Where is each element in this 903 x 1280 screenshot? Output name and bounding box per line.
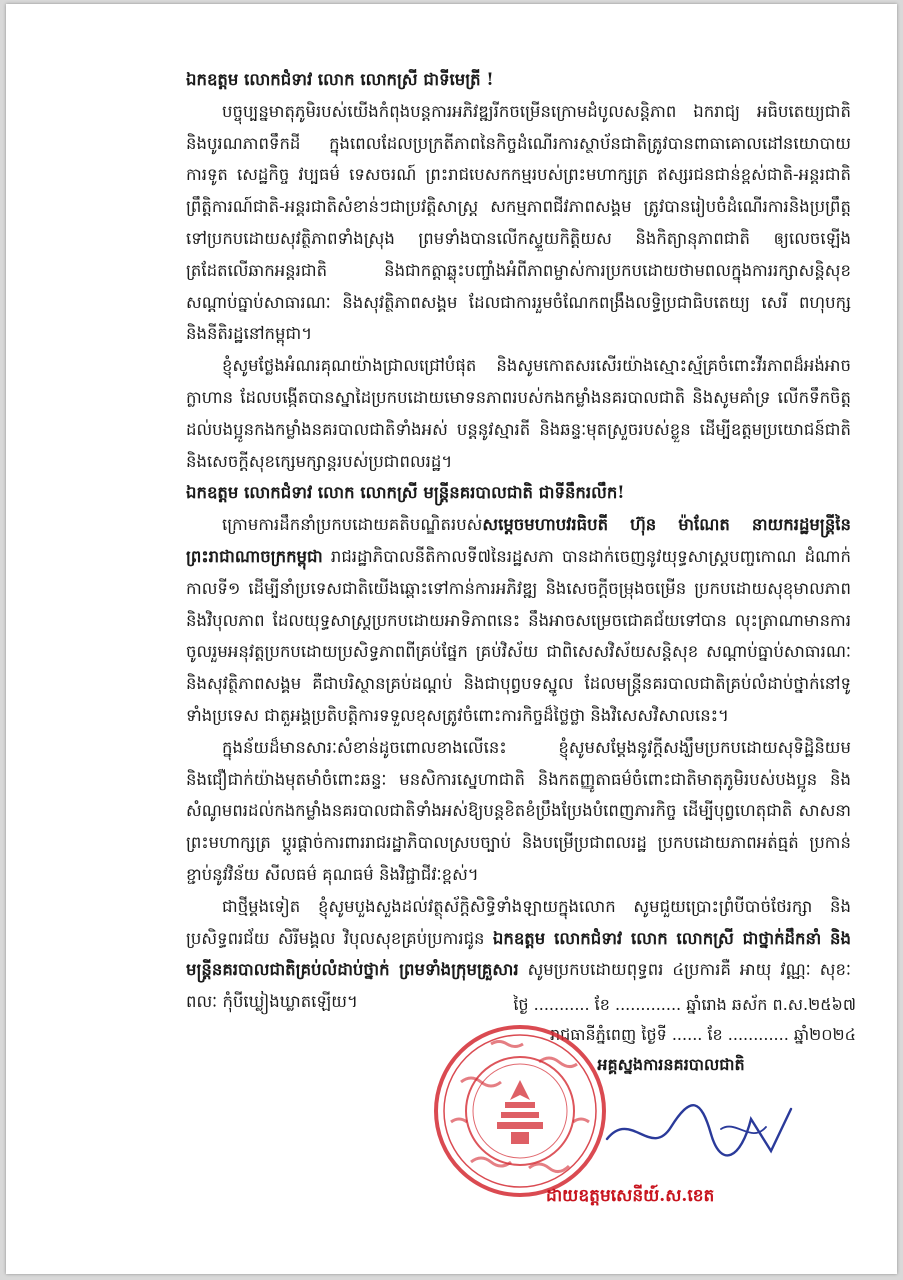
salutation-2: ឯកឧត្តម លោកជំទាវ លោក លោកស្រី មន្ត្រីនគរបាលជាតិ ជាទីនឹករលឹក! [186,483,625,503]
paragraph-1: បច្ចុប្បន្នមាតុភូមិរបស់យើងកំពុងបន្តការអភិវឌ្ឍរីកចម្រើនក្រោមដំបូលសន្តិភាព ឯករាជ្យ អធិបតេយ្យជាតិ និងបូរណភាពទឹកដី ក្នុងពេលដែលប្រក្រតីភាពនៃកិច្ចដំណើរការស្ថាប័នជាតិត្រូវបានពាធាគោលដៅនយោបាយ ការទូត សេដ្ឋកិច្ច វប្បធម៌ ទេសចរណ៍ ព្រះរាជបេសកកម្មរបស់ព្រះមហាក្សត្រ ឥស្សរជនជាន់ខ្ពស់ជាតិ-អន្តរជាតិ ព្រឹត្តិការណ៍ជាតិ-អន្តរជាតិសំខាន់ៗជាប្រវត្តិសាស្ត្រ សកម្មភាពជីវភាពសង្គម ត្រូវបានរៀបចំដំណើរការនិងប្រព្រឹត្តទៅប្រកបដោយសុវត្ថិភាពទាំងស្រុង ព្រមទាំងបានលើកស្ទួយកិត្តិយស និងកិត្យានុភាពជាតិ ឲ្យលេចឡើងត្រដែតលើឆាកអន្តរជាតិ និងជាកត្តាឆ្លុះបញ្ចាំងអំពីភាពម្ចាស់ការប្រកបដោយថាមពលក្នុងការរក្សាសន្តិសុខ សណ្តាប់ធ្នាប់សាធារណៈ និងសុវត្ថិភាពសង្គម ដែលជាការរួមចំណែកពង្រឹងលទ្ធិប្រជាធិបតេយ្យ សេរី ពហុបក្ស និងនីតិរដ្ឋនៅកម្ពុជា។ [186,101,851,344]
paragraph-3-bold: សម្តេចមហាបវរធិបតី ហ៊ុន ម៉ាណែត នាយករដ្ឋមន្ត្រីនៃព្រះរាជាណាចក្រកម្ពុជា [186,515,851,566]
signature-icon [601,1089,801,1169]
paragraph-5-bold: ឯកឧត្តម លោកជំទាវ លោក លោកស្រី ជាថ្នាក់ដឹកនាំ និងមន្ត្រីនគរបាលជាតិគ្រប់លំដាប់ថ្នាក់ ព្រមទាំងក្រុមគ្រួសារ [186,928,852,980]
paragraph-5-lead: ជាថ្មីម្តងទៀត ខ្ញុំសូមបួងសួងដល់វត្ថុស័ក្តិសិទ្ធិទាំងឡាយក្នុងលោក សូមជួយប្រោះព្រំបីបាច់ថែរក្សា និងប្រសិទ្ធពរជ័យ សិរីមង្គល វិបុលសុខគ្រប់ប្រការជូន [186,896,851,948]
signer-name: ដាយឧត្តមសេនីយ៍.ស.ខេត [546,1186,715,1206]
paragraph-4: ក្នុងន័យដ៏មានសារៈសំខាន់ដូចពោលខាងលើនេះ ខ្ញុំសូមសម្តែងនូវក្តីសង្ឃឹមប្រកបដោយសុទិដ្ឋិនិយម និងជឿជាក់យ៉ាងមុតមាំចំពោះឆន្ទៈ មនសិការស្នេហាជាតិ និងកតញ្ញូតាធម៌ចំពោះជាតិមាតុភូមិរបស់បងប្អូន និងសំណូមពរដល់កងកម្លាំងនគរបាលជាតិទាំងអស់ឱ្យបន្តខិតខំប្រឹងប្រែងបំពេញភារកិច្ច ដើម្បីបុព្វហេតុជាតិ សាសនា ព្រះមហាក្សត្រ ប្តូរផ្តាច់ការពាររាជរដ្ឋាភិបាលស្របច្បាប់ និងបម្រើប្រជាពលរដ្ឋ ប្រកបដោយភាពអត់ធ្មត់ ប្រកាន់ខ្ជាប់នូវវិន័យ សីលធម៌ គុណធម៌ និងវិជ្ជាជីវៈខ្ពស់។ [186,737,851,884]
paragraph-2: ខ្ញុំសូមថ្លែងអំណរគុណយ៉ាងជ្រាលជ្រៅបំផុត និងសូមកោតសរសើរយ៉ាងស្មោះស្ម័គ្រចំពោះវីរភាពដ៏អង់អាចក្លាហាន ដែលបង្កើតបានស្នាដៃប្រកបដោយមោទនភាពរបស់កងកម្លាំងនគរបាលជាតិ និងសូមគាំទ្រ លើកទឹកចិត្តដល់បងប្អូនកងកម្លាំងនគរបាលជាតិទាំងអស់ បន្តនូវស្មារតី និងឆន្ទៈមុតស្រួចរបស់ខ្លួន ដើម្បីឧត្តមប្រយោជន៍ជាតិ និងសេចក្តីសុខក្សេមក្សាន្តរបស់ប្រជាពលរដ្ឋ។ [186,356,851,471]
signatory-title: អគ្គស្នងការនគរបាលជាតិ [597,1055,745,1074]
document-page [6,4,897,1274]
lunar-date: ថ្ងៃ​ ........... ខែ ............. ឆ្នាំរោង ឆស័ក ព.ស.២៥៦៧ [513,995,856,1014]
gregorian-date: រាជធានីភ្នំពេញ ថ្ងៃទី ...... ខែ ............ ឆ្នាំ២០២៤ [549,1025,856,1044]
paragraph-3 [186,509,851,732]
letter-body [186,64,851,1018]
paragraph-3-rest: រាជរដ្ឋាភិបាលនីតិកាលទី៧នៃរដ្ឋសភា បានដាក់ចេញនូវយុទ្ធសាស្ត្របញ្ចកោណ ដំណាក់កាលទី១ ដើម្បីនាំប្រទេសជាតិយើងឆ្ពោះទៅកាន់ការអភិវឌ្ឍ និងសេចក្តីចម្រុងចម្រើន ប្រកបដោយសុខុមាលភាព និងវិបុលភាព ដែលយុទ្ធសាស្ត្រប្រកបដោយអាទិភាពនេះ នឹងអាចសម្រេចជោគជ័យទៅបាន លុះត្រាណាមានការចូលរួមអនុវត្តប្រកបដោយប្រសិទ្ធភាពពីគ្រប់ផ្នែក គ្រប់វិស័យ ជាពិសេសវិស័យសន្តិសុខ សណ្តាប់ធ្នាប់សាធារណៈ និងសុវត្ថិភាពសង្គម គឺជាបរិស្ថានគ្រប់ដណ្តប់ និងជាបុព្វបទស្នូល ដែលមន្ត្រីនគរបាលជាតិគ្រប់លំដាប់ថ្នាក់នៅទូទាំងប្រទេស ជាតួអង្គប្រតិបត្តិការទទួលខុសត្រូវចំពោះការកិច្ចដ៏ថ្លៃថ្លា និងវិសេសវិសាលនេះ។ [186,546,851,725]
official-seal-icon [431,1022,609,1200]
salutation-1: ឯកឧត្តម លោកជំទាវ លោក លោកស្រី ជាទីមេត្រី ! [186,70,494,89]
paragraph-5-rest: សូមប្រកបដោយពុទ្ធពរ ៤ប្រការគឺ អាយុ វណ្ណៈ សុខៈ ពលៈ កុំបីឃ្លៀងឃ្លាតឡើយ។ [186,960,851,1012]
paragraph-3-lead: ក្រោមការដឹកនាំប្រកបដោយគតិបណ្ឌិតរបស់ [222,515,483,535]
